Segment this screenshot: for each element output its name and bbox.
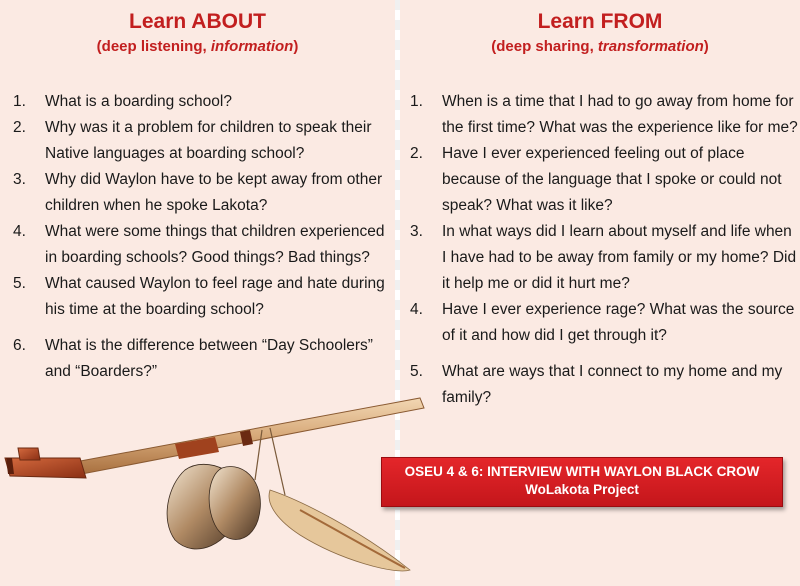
question-item: 1. When is a time that I had to go away from home for the first time? What was the experience like for me? [410, 93, 798, 136]
question-item: 3. In what ways did I learn about myself and life when I have had to be away from family or my home? Did it help me or did it hurt me? [410, 223, 797, 292]
question-item: 5. What are ways that I connect to my home and my family? [410, 363, 783, 406]
question-item: 5. What caused Waylon to feel rage and hate during his time at the boarding school? [13, 275, 385, 318]
question-item: 2. Have I ever experienced feeling out of place because of the language that I spoke or could not speak? What was it like? [410, 145, 782, 214]
question-item: 6. What is the difference between “Day Schoolers” and “Boarders?” [13, 337, 373, 380]
question-item: 4. Have I ever experience rage? What was the source of it and how did I get through it? [410, 301, 795, 344]
learn-from-title: Learn FROM [537, 10, 663, 33]
question-item: 3. Why did Waylon have to be kept away from other children when he spoke Lakota? [13, 171, 383, 214]
learn-from-subtitle: (deep sharing, transformation) [491, 38, 709, 55]
banner-subtitle: WoLakota Project [525, 482, 639, 497]
learn-about-title: Learn ABOUT [129, 10, 266, 33]
learn-about-questions [13, 89, 385, 385]
question-item: 2. Why was it a problem for children to speak their Native languages at boarding school? [13, 119, 372, 162]
question-item: 4. What were some things that children experienced in boarding schools? Good things? Bad things? [13, 223, 385, 266]
interview-banner [381, 457, 783, 507]
question-item: 1. What is a boarding school? [13, 93, 232, 110]
learn-about-subtitle: (deep listening, information) [96, 38, 299, 55]
banner-title: OSEU 4 & 6: INTERVIEW WITH WAYLON BLACK CROW [404, 464, 760, 479]
